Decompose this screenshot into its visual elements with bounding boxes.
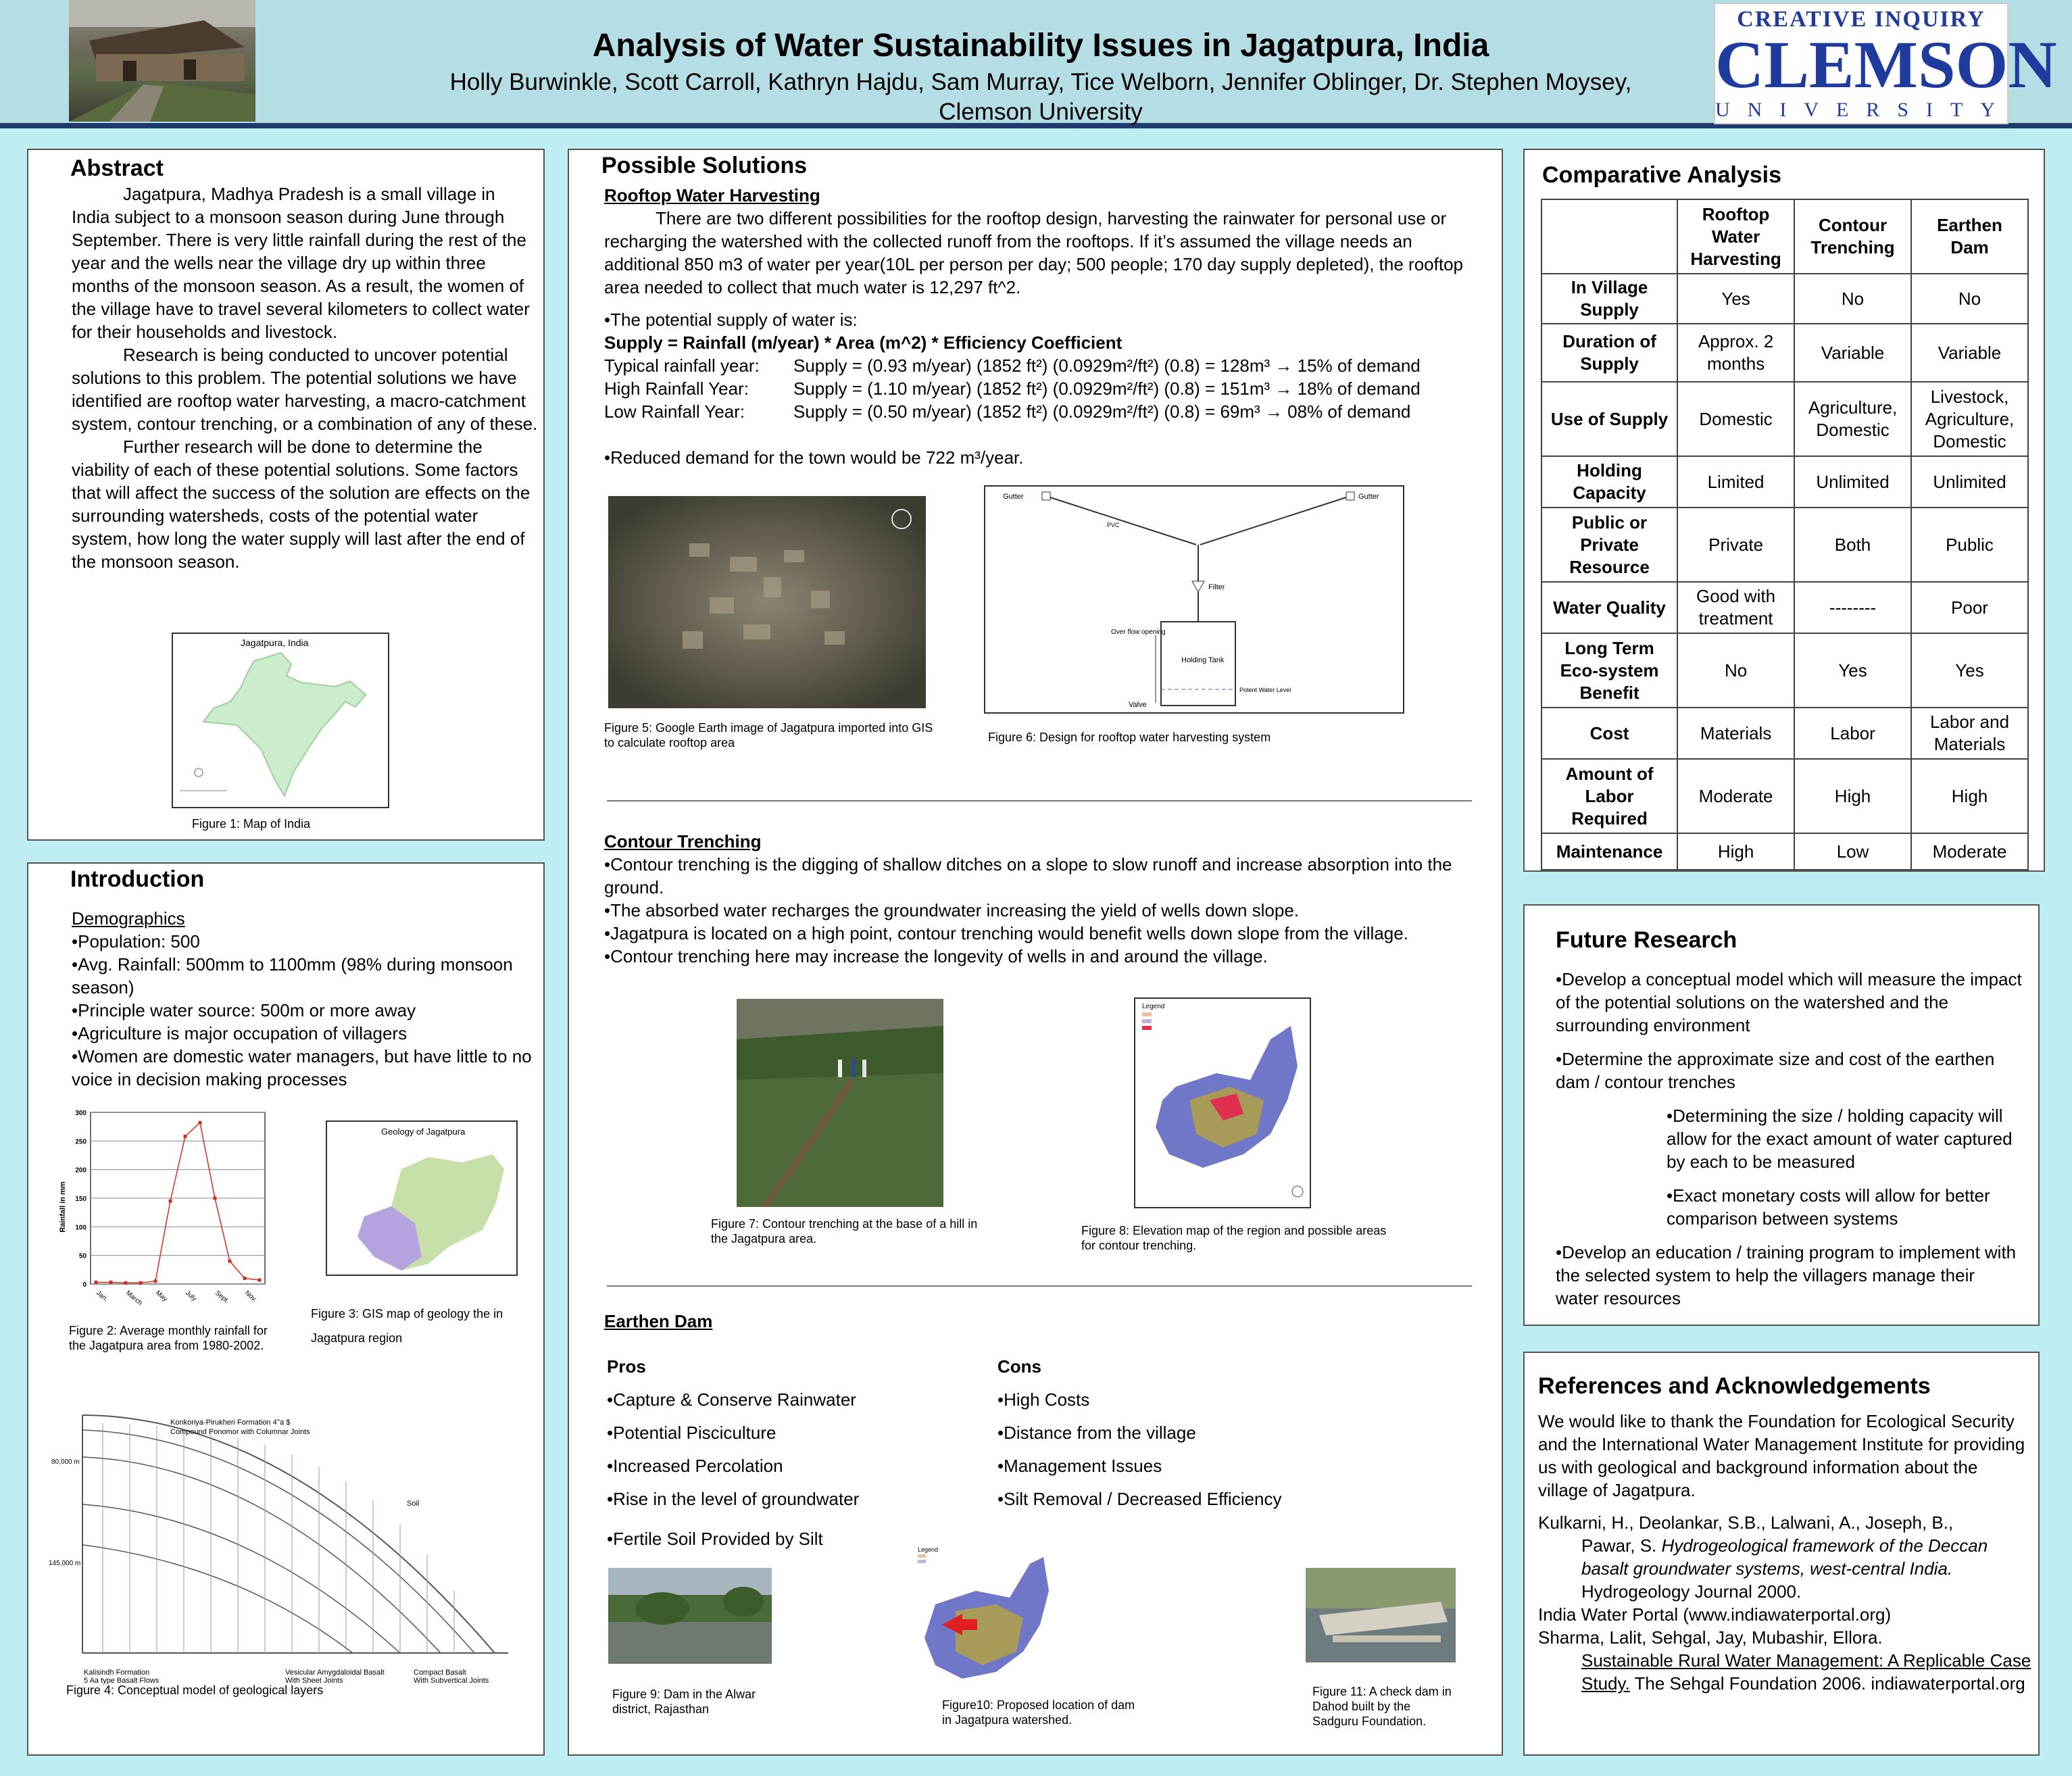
demographics-subheading: Demographics xyxy=(72,908,185,929)
intro-bullet: •Agriculture is major occupation of villagers xyxy=(72,1023,408,1043)
table-cell: Public or Private Resource xyxy=(1541,508,1677,582)
table-row xyxy=(1541,274,2028,324)
table-header-cell xyxy=(1541,199,1677,274)
tank-label: Holding Tank xyxy=(1181,656,1225,664)
rainfall-chart xyxy=(55,1106,285,1315)
table-cell: High xyxy=(1677,833,1794,870)
table-cell: High xyxy=(1794,759,1911,833)
table-cell: Long Term Eco-system Benefit xyxy=(1541,633,1677,708)
fig2-caption: Figure 2: Average monthly rainfall for the Jagatpura area from 1980-2002. xyxy=(69,1324,268,1352)
table-cell: No xyxy=(1677,633,1794,708)
reference-3-rest xyxy=(1581,1649,2031,1695)
fig3-caption: Figure 3: GIS map of geology the in Jagatpura region xyxy=(311,1307,503,1345)
author-list: Holly Burwinkle, Scott Carroll, Kathryn Hajdu, Sam Murray, Tice Welborn, Jennifer Oblinger, Dr. Stephen Moysey, xyxy=(449,69,1632,95)
geo-top-label: Konkoriya-Pirukheri Formation 4°a $ xyxy=(170,1419,291,1427)
supply-row-eq: Supply = (0.93 m/year) (1852 ft²) (0.0929m²/ft²) (0.8) = 128m³ → 15% of demand xyxy=(793,355,1421,376)
table-cell: Labor xyxy=(1794,708,1911,759)
rainfall-point xyxy=(228,1260,232,1263)
reference-1-rest xyxy=(1581,1534,2031,1603)
elevation-map xyxy=(1134,997,1311,1208)
abstract-p2: Research is being conducted to uncover potential solutions to this problem. The potential solutions we have identified are rooftop water harvesting, a macro-catchment system, contour trenching, or a combination of any of these. xyxy=(72,345,538,434)
intro-bullet: •Principle water source: 500m or more away xyxy=(72,1000,416,1020)
reference-1-line-1: Kulkarni, H., Deolankar, S.B., Lalwani, A., Joseph, B., xyxy=(1538,1512,1954,1533)
solutions-heading: Possible Solutions xyxy=(601,153,808,178)
future-bullet: •Develop an education / training program to implement with the selected system to help the villagers manage their water resources xyxy=(1556,1242,2017,1308)
check-dam-photo xyxy=(1306,1568,1456,1662)
rainfall-point xyxy=(154,1279,157,1283)
table-row xyxy=(1541,633,2028,708)
cons-column xyxy=(997,1350,1403,1516)
table-row xyxy=(1541,382,2028,456)
supply-row xyxy=(604,354,1489,377)
table-cell: Private xyxy=(1677,508,1794,582)
filter-label: Filter xyxy=(1208,583,1225,591)
table-cell: -------- xyxy=(1794,582,1911,633)
supply-row xyxy=(604,377,1489,400)
table-row xyxy=(1541,759,2028,833)
abstract-heading: Abstract xyxy=(70,155,164,181)
table-cell: Variable xyxy=(1794,324,1911,382)
clemson-logo xyxy=(1714,3,2057,124)
logo-university: UNIVERSITY xyxy=(1715,99,2013,121)
acknowledgement: We would like to thank the Foundation for Ecological Security and the International Water Management Institute for providing us with geological and background information about the village of Jagatpura. xyxy=(1538,1411,2025,1500)
intro-bullet: •Women are domestic water managers, but have little to no voice in decision making processes xyxy=(72,1046,532,1089)
comparative-panel xyxy=(1523,149,2045,872)
table-cell: Good with treatment xyxy=(1677,582,1794,633)
rainfall-point xyxy=(169,1200,172,1203)
reference-3-line-1: Sharma, Lalit, Sehgal, Jay, Mubashir, Ellora. xyxy=(1538,1627,1883,1648)
geology-map-shape xyxy=(327,1122,516,1275)
contour-bullet: •Contour trenching is the digging of shallow ditches on a slope to slow runoff and increase absorption into the ground. xyxy=(604,854,1452,897)
supply-formula: Supply = Rainfall (m/year) * Area (m^2) * Efficiency Coefficient xyxy=(604,332,1123,353)
con-item: •Silt Removal / Decreased Efficiency xyxy=(997,1489,1282,1509)
table-row xyxy=(1541,582,2028,633)
table-cell: Public xyxy=(1911,508,2028,582)
intro-bullet: •Avg. Rainfall: 500mm to 1100mm (98% during monsoon season) xyxy=(72,954,513,997)
introduction-panel xyxy=(27,862,545,1756)
pros-column xyxy=(607,1350,985,1556)
table-row xyxy=(1541,708,2028,759)
table-cell: Poor xyxy=(1911,582,2028,633)
pros-heading: Pros xyxy=(607,1356,646,1377)
geo-b2-label: Vesicular Amygdaloidal Basalt xyxy=(285,1669,385,1677)
abstract-text xyxy=(72,182,538,573)
google-earth-image xyxy=(608,496,926,708)
india-map-title: Jagatpura, India xyxy=(241,637,309,648)
rainfall-point xyxy=(139,1281,143,1285)
supply-row-label: High Rainfall Year: xyxy=(604,378,749,399)
geology-map xyxy=(326,1120,518,1276)
rooftop-paragraph: There are two different possibilities for the rooftop design, harvesting the rainwater for personal use or recharging the watershed with the collected runoff from the rooftops. If it’s assumed the village needs an additional 850 m3 of water per year(10L per person per day; 500 people; 170 day supply depleted), the rooftop area needed to collect that much water is 12,297 ft^2. xyxy=(604,208,1463,297)
reduced-demand: •Reduced demand for the town would be 722 m³/year. xyxy=(604,447,1024,468)
geo-b3-label: Compact Basalt xyxy=(414,1669,466,1677)
geo-b1-label: Kalisindh Formation xyxy=(84,1669,150,1677)
table-header-cell: Contour Trenching xyxy=(1794,199,1911,274)
table-cell: Unlimited xyxy=(1911,456,2028,508)
fig6-caption: Figure 6: Design for rooftop water harvesting system xyxy=(988,731,1271,744)
reference-1-title: Hydrogeological framework of the Deccan basalt groundwater systems, west-central India. xyxy=(1581,1535,1988,1579)
future-sub-bullet: •Determining the size / holding capacity will allow for the exact amount of water captured by each to be measured xyxy=(1667,1106,2013,1172)
rainfall-point xyxy=(199,1121,202,1125)
table-cell: Duration of Supply xyxy=(1541,324,1677,382)
table-cell: Low xyxy=(1794,833,1911,870)
y-tick-label: 100 xyxy=(75,1224,87,1232)
table-cell: Livestock, Agriculture, Domestic xyxy=(1911,382,2028,456)
contour-heading: Contour Trenching xyxy=(604,831,762,852)
rooftop-design-diagram xyxy=(984,485,1404,714)
fig10-caption: Figure10: Proposed location of dam in Jagatpura watershed. xyxy=(942,1698,1135,1727)
future-bullet: •Develop a conceptual model which will measure the impact of the potential solutions on the watershed and the surrounding environment xyxy=(1556,969,2022,1035)
affiliation: Clemson University xyxy=(939,99,1143,125)
future-sub-bullet: •Exact monetary costs will allow for better comparison between systems xyxy=(1667,1185,1990,1229)
table-cell: Limited xyxy=(1677,456,1794,508)
references-panel xyxy=(1523,1352,2040,1756)
table-cell: Agriculture, Domestic xyxy=(1794,382,1911,456)
reference-2: India Water Portal (www.indiawaterportal.org) xyxy=(1538,1604,1892,1625)
references-text xyxy=(1538,1410,2031,1695)
elevation-legend-label: Legend xyxy=(1142,1003,1165,1010)
comparison-table xyxy=(1541,199,2029,870)
dam-location-map xyxy=(915,1544,1056,1689)
supply-row-eq: Supply = (1.10 m/year) (1852 ft²) (0.0929m²/ft²) (0.8) = 151m³ → 18% of demand xyxy=(793,378,1421,399)
pro-item: •Increased Percolation xyxy=(607,1456,783,1476)
table-cell: Labor and Materials xyxy=(1911,708,2028,759)
pro-item: •Fertile Soil Provided by Silt xyxy=(607,1529,823,1549)
table-cell: Materials xyxy=(1677,708,1794,759)
chart-ylabel: Rainfall in mm xyxy=(59,1181,67,1233)
contour-bullet: •Jagatpura is located on a high point, contour trenching would benefit wells down slope from the village. xyxy=(604,923,1408,943)
x-tick-label: July xyxy=(184,1289,198,1303)
geo-top-label-2: Compound Ponomor with Columnar Joints xyxy=(170,1428,310,1436)
supply-intro: •The potential supply of water is: xyxy=(604,310,858,330)
y-tick-label: 250 xyxy=(75,1138,87,1146)
table-cell: Use of Supply xyxy=(1541,382,1677,456)
y-tick-label: 150 xyxy=(75,1195,87,1203)
table-cell: No xyxy=(1794,274,1911,324)
geo-b2b-label: With Sheet Joints xyxy=(285,1677,343,1685)
geology-map-title: Geology of Jagatpura xyxy=(381,1127,466,1137)
table-cell: Variable xyxy=(1911,324,2028,382)
x-tick-label: Sept. xyxy=(214,1289,231,1306)
pro-item: •Rise in the level of groundwater xyxy=(607,1489,860,1509)
dam-map-legend-label: Legend xyxy=(918,1546,939,1553)
table-cell: Moderate xyxy=(1911,833,2028,870)
table-header-row xyxy=(1541,199,2028,274)
logo-clemson: CLEMSON xyxy=(1715,27,2057,102)
future-bullet: •Determine the approximate size and cost of the earthen dam / contour trenches xyxy=(1556,1049,1995,1092)
table-row xyxy=(1541,456,2028,508)
abstract-p3: Further research will be done to determine the viability of each of these potential solutions. Some factors that will affect the success of the solution are effects on the surrounding watersheds, costs of the potential water system, how long the water supply will last after the end of the monsoon season. xyxy=(72,437,531,572)
village-photo xyxy=(69,0,255,122)
table-cell: Yes xyxy=(1794,633,1911,708)
section-divider xyxy=(607,1285,1472,1287)
supply-row-eq: Supply = (0.50 m/year) (1852 ft²) (0.0929m²/ft²) (0.8) = 69m³ → 08% of demand xyxy=(793,401,1411,422)
x-tick-label: Nov. xyxy=(243,1289,259,1304)
references-heading: References and Acknowledgements xyxy=(1538,1373,1931,1399)
rainfall-point xyxy=(184,1135,187,1138)
rainfall-point xyxy=(214,1197,217,1200)
overflow-label: Over flow opening xyxy=(1111,628,1166,636)
abstract-p1: Jagatpura, Madhya Pradesh is a small village in India subject to a monsoon season during June through September. There is very little rainfall during the rest of the year and the wells near the village dry up within three months of the monsoon season. As a result, the women of the village have to travel several kilometers to collect water for their households and livestock. xyxy=(72,184,530,342)
gutter-left-label: Gutter xyxy=(1003,493,1024,501)
table-cell: High xyxy=(1911,759,2028,833)
pvc-label: PVC xyxy=(1107,522,1120,528)
fig5-caption: Figure 5: Google Earth image of Jagatpura imported into GIS to calculate rooftop area xyxy=(604,721,933,749)
table-cell: Maintenance xyxy=(1541,833,1677,870)
supply-row xyxy=(604,400,1489,423)
x-tick-label: Jan. xyxy=(95,1289,109,1304)
intro-heading: Introduction xyxy=(70,866,205,892)
table-cell: Domestic xyxy=(1677,382,1794,456)
rainfall-line xyxy=(96,1123,260,1283)
table-cell: Approx. 2 months xyxy=(1677,324,1794,382)
geo-y2-label: 145,000 m xyxy=(49,1560,81,1567)
con-item: •Distance from the village xyxy=(997,1423,1196,1443)
table-row xyxy=(1541,508,2028,582)
geological-layers-diagram xyxy=(49,1410,535,1694)
contour-bullet: •Contour trenching here may increase the longevity of wells in and around the village. xyxy=(604,946,1268,966)
contour-section xyxy=(604,830,1496,968)
con-item: •Management Issues xyxy=(997,1456,1162,1476)
table-cell: Moderate xyxy=(1677,759,1794,833)
abstract-panel xyxy=(27,149,545,841)
rooftop-heading: Rooftop Water Harvesting xyxy=(604,185,820,205)
future-research-panel xyxy=(1523,904,2040,1326)
contour-trench-photo xyxy=(737,999,943,1207)
fig1-caption: Figure 1: Map of India xyxy=(192,817,311,831)
y-tick-label: 200 xyxy=(75,1166,87,1175)
fig11-caption: Figure 11: A check dam in Dahod built by the Sadguru Foundation. xyxy=(1312,1685,1452,1728)
future-text xyxy=(1556,968,2022,1310)
geo-b1b-label: 5 Aa type Basalt Flows xyxy=(84,1677,159,1685)
india-map-shape xyxy=(173,634,388,807)
fig7-caption: Figure 7: Contour trenching at the base of a hill in the Jagatpura area. xyxy=(711,1217,978,1245)
table-cell: Amount of Labor Required xyxy=(1541,759,1677,833)
table-row xyxy=(1541,324,2028,382)
table-row xyxy=(1541,833,2028,870)
supply-row-label: Typical rainfall year: xyxy=(604,355,760,376)
table-cell: Unlimited xyxy=(1794,456,1911,508)
reference-1-journal: Hydrogeology Journal 2000. xyxy=(1581,1581,1802,1602)
table-cell: No xyxy=(1911,274,2028,324)
con-item: •High Costs xyxy=(997,1389,1090,1410)
future-heading: Future Research xyxy=(1556,927,1737,953)
rainfall-point xyxy=(95,1281,98,1284)
reference-1-authors: Pawar, S. xyxy=(1581,1535,1662,1556)
rainfall-point xyxy=(243,1277,247,1280)
elevation-map-art xyxy=(1135,999,1310,1207)
dam-heading: Earthen Dam xyxy=(604,1311,713,1331)
rooftop-section xyxy=(604,184,1489,469)
table-cell: Cost xyxy=(1541,708,1677,759)
fig4-caption: Figure 4: Conceptual model of geological layers xyxy=(66,1683,324,1697)
geo-b3b-label: With Subvertical Joints xyxy=(414,1677,489,1685)
gutter-right-label: Gutter xyxy=(1358,493,1379,501)
poster-authors xyxy=(257,68,1825,127)
geo-soil-label: Soil xyxy=(407,1500,420,1508)
table-cell: Yes xyxy=(1911,633,2028,708)
table-header-cell: Earthen Dam xyxy=(1911,199,2028,274)
comparative-heading: Comparative Analysis xyxy=(1542,162,1781,188)
contour-bullet: •The absorbed water recharges the groundwater increasing the yield of wells down slope. xyxy=(604,900,1300,920)
fig9-caption: Figure 9: Dam in the Alwar district, Rajasthan xyxy=(612,1687,756,1716)
table-cell: Holding Capacity xyxy=(1541,456,1677,508)
rainfall-point xyxy=(124,1281,128,1285)
poster-title: Analysis of Water Sustainability Issues in Jagatpura, India xyxy=(592,28,1489,64)
pro-item: •Potential Pisciculture xyxy=(607,1423,776,1443)
alwar-dam-photo xyxy=(608,1568,772,1664)
intro-text xyxy=(72,907,538,1091)
logo-creative-inquiry: CREATIVE INQUIRY xyxy=(1737,7,1985,32)
rainfall-point xyxy=(109,1281,113,1284)
pro-item: •Capture & Conserve Rainwater xyxy=(607,1389,856,1410)
rooftop-design-art xyxy=(985,487,1403,712)
cons-heading: Cons xyxy=(997,1356,1041,1377)
x-tick-label: May xyxy=(154,1289,169,1304)
india-map xyxy=(172,633,389,808)
geo-y1-label: 80,000 m xyxy=(51,1458,80,1466)
table-cell: Yes xyxy=(1677,274,1794,324)
level-label: Potent Water Level xyxy=(1239,687,1291,693)
supply-row-label: Low Rainfall Year: xyxy=(604,401,745,422)
fig8-caption: Figure 8: Elevation map of the region and possible areas for contour trenching. xyxy=(1081,1224,1387,1252)
y-tick-label: 0 xyxy=(82,1281,87,1289)
table-header-cell: Rooftop Water Harvesting xyxy=(1677,199,1794,274)
y-tick-label: 50 xyxy=(78,1252,87,1260)
solutions-panel xyxy=(568,149,1503,1756)
village-photo-art xyxy=(69,0,255,122)
table-cell: Water Quality xyxy=(1541,582,1677,633)
table-cell: In Village Supply xyxy=(1541,274,1677,324)
rainfall-point xyxy=(258,1279,262,1282)
section-divider xyxy=(607,800,1472,801)
intro-bullet: •Population: 500 xyxy=(72,931,200,952)
x-tick-label: March xyxy=(124,1289,144,1308)
y-tick-label: 300 xyxy=(75,1110,87,1117)
table-cell: Both xyxy=(1794,508,1911,582)
reference-3-publisher: The Sehgal Foundation 2006. indiawaterportal.org xyxy=(1629,1673,2025,1694)
reference-3-title: Sustainable Rural Water Management: A Replicable Case Study. xyxy=(1581,1650,2031,1694)
valve-label: Valve xyxy=(1129,701,1147,709)
